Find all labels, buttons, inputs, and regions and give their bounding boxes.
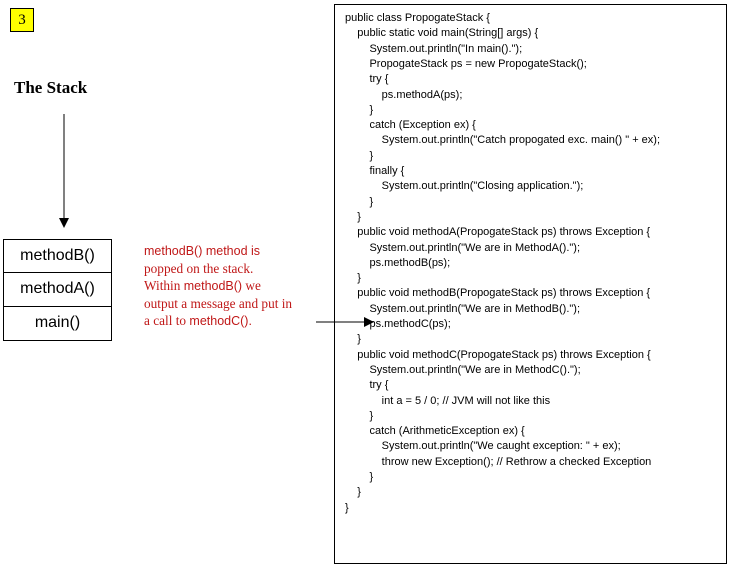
- code-line: System.out.println("We are in MethodC().");: [345, 363, 581, 376]
- call-stack: [3, 239, 112, 341]
- code-line: }: [345, 333, 361, 346]
- code-line: }: [345, 486, 361, 499]
- note-line: [144, 277, 324, 295]
- step-number-badge: 3: [10, 8, 34, 32]
- code-line: try {: [345, 73, 389, 86]
- code-line: }: [345, 409, 374, 422]
- note-line: [144, 242, 324, 260]
- stack-frame-main: main(): [34, 314, 81, 332]
- note-line-text: we: [242, 278, 261, 293]
- code-panel: [334, 4, 727, 564]
- code-line: public class PropogateStack {: [345, 12, 490, 24]
- code-line: ps.methodB(ps);: [345, 256, 451, 269]
- code-line: catch (Exception ex) {: [345, 119, 476, 132]
- down-arrow: [54, 114, 74, 230]
- code-line: public void methodA(PropogateStack ps) throws Exception {: [345, 226, 651, 239]
- code-line: System.out.println("In main().");: [345, 42, 523, 55]
- code-line: }: [345, 471, 374, 483]
- code-line: }: [345, 103, 374, 116]
- note-line-text: a call to: [144, 313, 190, 328]
- note-line: [144, 295, 324, 312]
- note-line-text: methodB() method is: [144, 244, 261, 258]
- code-line: }: [345, 501, 349, 514]
- code-line: System.out.println("Closing application.");: [345, 180, 584, 193]
- code-line: System.out.println("We are in MethodA().");: [345, 241, 581, 254]
- code-line: public void methodC(PropogateStack ps) throws Exception {: [345, 348, 651, 361]
- explanation-note: [144, 242, 324, 330]
- note-line: [144, 312, 324, 330]
- code-line: ps.methodA(ps);: [345, 88, 463, 101]
- note-line: [144, 260, 324, 277]
- code-line: PropogateStack ps = new PropogateStack();: [345, 57, 587, 70]
- code-line: int a = 5 / 0; // JVM will not like this: [345, 394, 551, 407]
- stack-frame-methodb: methodB(): [4, 240, 111, 273]
- code-line: try {: [345, 379, 389, 392]
- code-line: ps.methodC(ps);: [345, 318, 451, 330]
- code-line: catch (ArithmeticException ex) {: [345, 425, 525, 438]
- code-line: finally {: [345, 165, 405, 177]
- code-line: throw new Exception(); // Rethrow a checked Exception: [345, 455, 652, 468]
- note-method-ref: methodC(): [189, 314, 249, 328]
- note-line-text: Within: [144, 278, 184, 293]
- code-line: System.out.println("Catch propogated exc. main() " + ex);: [345, 134, 661, 147]
- code-line: System.out.println("We are in MethodB().");: [345, 302, 581, 315]
- code-line: System.out.println("We caught exception: " + ex);: [345, 440, 621, 453]
- stack-frame-methoda: methodA(): [4, 273, 111, 306]
- note-line-text: output a message and put in: [144, 296, 293, 311]
- note-line-text: .: [248, 314, 252, 328]
- code-line: }: [345, 149, 374, 162]
- note-line-text: popped on the stack.: [144, 261, 254, 276]
- code-line: }: [345, 272, 361, 285]
- note-method-ref: methodB(): [183, 279, 243, 293]
- code-line: public static void main(String[] args) {: [345, 27, 539, 40]
- stack-title: The Stack: [14, 78, 88, 97]
- code-line: public void methodB(PropogateStack ps) throws Exception {: [345, 287, 651, 300]
- code-line: }: [345, 195, 374, 208]
- code-line: }: [345, 210, 361, 223]
